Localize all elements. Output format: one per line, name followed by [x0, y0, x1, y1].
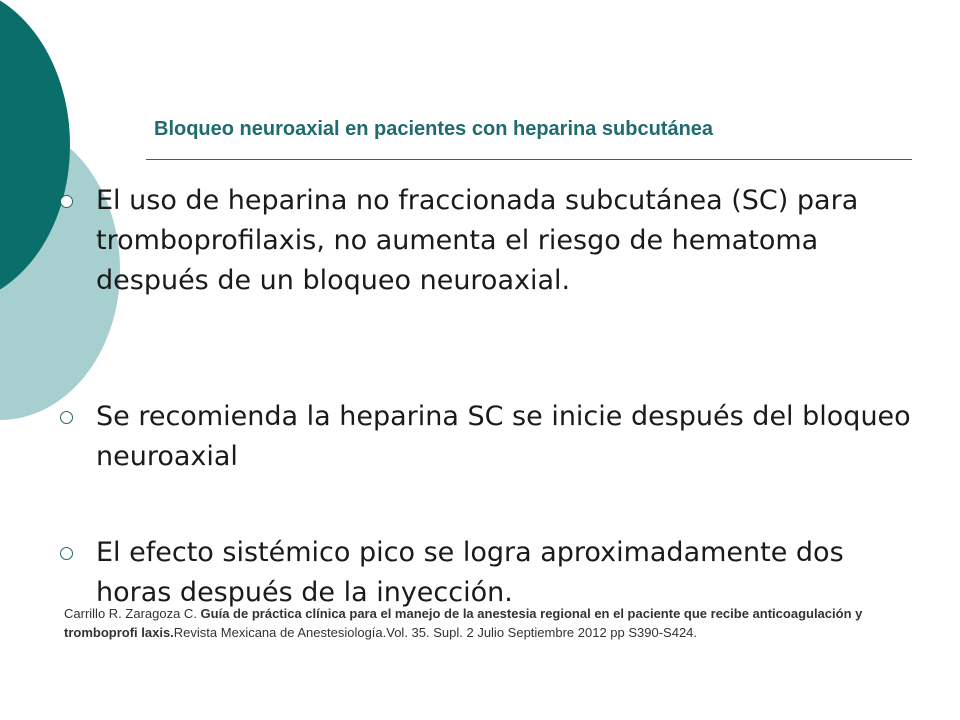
bullet-item-3: [96, 533, 926, 613]
title-divider: [146, 159, 912, 160]
bullet-icon: [60, 547, 73, 560]
slide-title: Bloqueo neuroaxial en pacientes con heparina subcutánea: [154, 118, 714, 140]
citation-title: Guía de práctica clínica para el manejo de la anestesia regional en el paciente que recibe anticoagulación y tromboprofi laxis.: [64, 606, 863, 640]
bullet-text: Se recomienda la heparina SC se inicie después del bloqueo neuroaxial: [96, 401, 911, 472]
bullet-icon: [60, 411, 73, 424]
bullet-item-2: [96, 397, 926, 477]
bullet-text: El efecto sistémico pico se logra aproximadamente dos horas después de la inyección.: [96, 537, 844, 608]
bullet-text: El uso de heparina no fraccionada subcutánea (SC) para tromboprofilaxis, no aumenta el riesgo de hematoma después de un bloqueo neuroaxial.: [96, 185, 859, 296]
citation: [64, 604, 914, 642]
citation-source: Revista Mexicana de Anestesiología.Vol. 35. Supl. 2 Julio Septiembre 2012 pp S390-S424.: [173, 625, 698, 640]
bullet-item-1: [96, 181, 926, 301]
citation-authors: Carrillo R. Zaragoza C.: [64, 606, 201, 621]
bullet-icon: [60, 195, 73, 208]
